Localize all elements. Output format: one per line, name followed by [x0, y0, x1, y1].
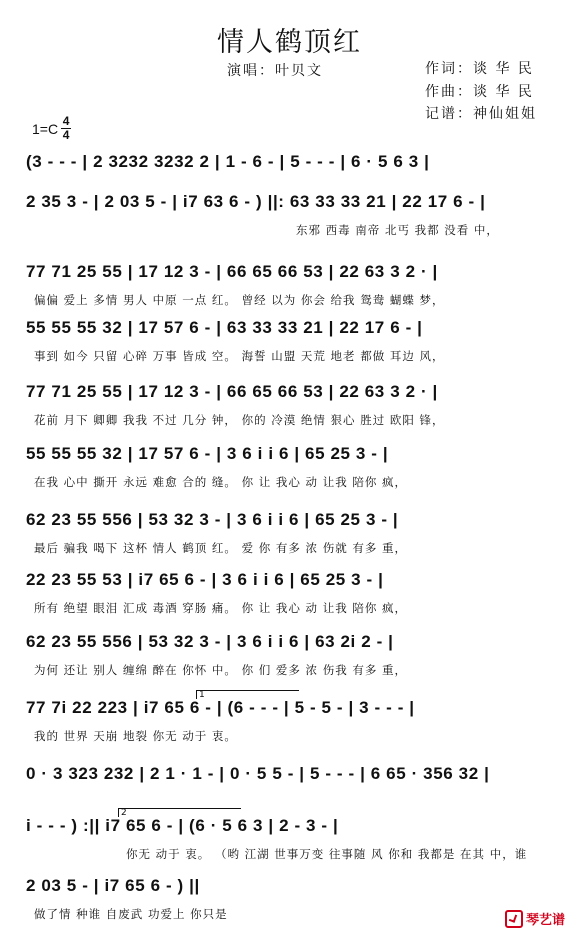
lyric-line: 为何 还让 别人 缠绵 醉在 你怀 中。 你 们 爱多 浓 伤我 有多 重， [34, 663, 408, 677]
lyric-line: 事到 如今 只留 心碎 万事 皆成 空。 海誓 山盟 天荒 地老 都做 耳边 风， [34, 349, 445, 363]
site-watermark [505, 909, 565, 928]
time-signature [61, 116, 71, 141]
notation-line: 77 7i 22 223 | i7 65 6 - | (6 - - - | 5 - 5 - | 3 - - - | [26, 698, 415, 717]
notation-line: 77 71 25 55 | 17 12 3 - | 66 65 66 53 | 22 63 3 2 · | [26, 262, 438, 281]
composer-credit: 作曲：谈 华 民 [425, 84, 534, 100]
notation-line: 55 55 55 32 | 17 57 6 - | 3 6 i i 6 | 65 25 3 - | [26, 444, 389, 463]
lyric-line: 你无 动于 衷。 （哟 江湖 世事万变 往事随 风 你和 我都是 在其 中，谁 [126, 847, 528, 861]
transcriber-credit: 记谱：神仙姐姐 [425, 106, 537, 122]
volta-bracket-1: 1 [196, 690, 299, 699]
notation-line: 0 · 3 323 232 | 2 1 · 1 - | 0 · 5 5 - | 5 - - - | 6 65 · 356 32 | [26, 764, 490, 783]
key-label: 1=C [32, 120, 59, 137]
notation-line: 62 23 55 556 | 53 32 3 - | 3 6 i i 6 | 65 25 3 - | [26, 510, 399, 529]
notation-line: i - - - ) :|| i7 65 6 - | (6 · 5 6 3 | 2 - 3 - | [26, 816, 339, 835]
notation-line: (3 - - - | 2 3232 3232 2 | 1 - 6 - | 5 - - - | 6 · 5 6 3 | [26, 152, 430, 171]
time-bottom: 4 [62, 128, 70, 142]
singer-credit: 演唱：叶贝文 [227, 63, 323, 79]
lyric-line: 最后 骗我 喝下 这杯 情人 鹤顶 红。 爱 你 有多 浓 伤就 有多 重， [34, 541, 408, 555]
watermark-text: 琴艺谱 [525, 913, 565, 928]
lyric-line: 在我 心中 撕开 永远 难愈 合的 缝。 你 让 我心 动 让我 陪你 疯， [34, 475, 408, 489]
logo-icon [505, 910, 523, 928]
lyric-line: 做了情 种谁 自废武 功爱上 你只是 [34, 907, 228, 921]
lyric-line: 东邪 西毒 南帝 北丐 我都 没看 中， [296, 223, 499, 237]
lyric-line: 花前 月下 卿卿 我我 不过 几分 钟， 你的 冷漠 绝情 狠心 胜过 欧阳 锋， [34, 413, 445, 427]
lyric-line: 所有 绝望 眼泪 汇成 毒酒 穿肠 痛。 你 让 我心 动 让我 陪你 疯， [34, 601, 408, 615]
notation-line: 62 23 55 556 | 53 32 3 - | 3 6 i i 6 | 63 2i 2 - | [26, 632, 394, 651]
song-title: 情人鹤顶红 [217, 27, 362, 58]
notation-line: 2 35 3 - | 2 03 5 - | i7 63 6 - ) ||: 63 33 33 21 | 22 17 6 - | [26, 192, 486, 211]
time-top: 4 [62, 114, 70, 128]
lyricist-credit: 作词：谈 华 民 [425, 61, 534, 77]
volta-bracket-2: 2 [118, 808, 241, 817]
notation-line: 55 55 55 32 | 17 57 6 - | 63 33 33 21 | 22 17 6 - | [26, 318, 423, 337]
lyric-line: 我的 世界 天崩 地裂 你无 动于 衷。 [34, 729, 237, 743]
notation-line: 22 23 55 53 | i7 65 6 - | 3 6 i i 6 | 65 25 3 - | [26, 570, 384, 589]
notation-line: 2 03 5 - | i7 65 6 - ) || [26, 876, 200, 895]
key-signature [32, 116, 71, 141]
notation-line: 77 71 25 55 | 17 12 3 - | 66 65 66 53 | 22 63 3 2 · | [26, 382, 438, 401]
lyric-line: 偏偏 爱上 多情 男人 中原 一点 红。 曾经 以为 你会 给我 鸳鸯 蝴蝶 梦， [34, 293, 445, 307]
